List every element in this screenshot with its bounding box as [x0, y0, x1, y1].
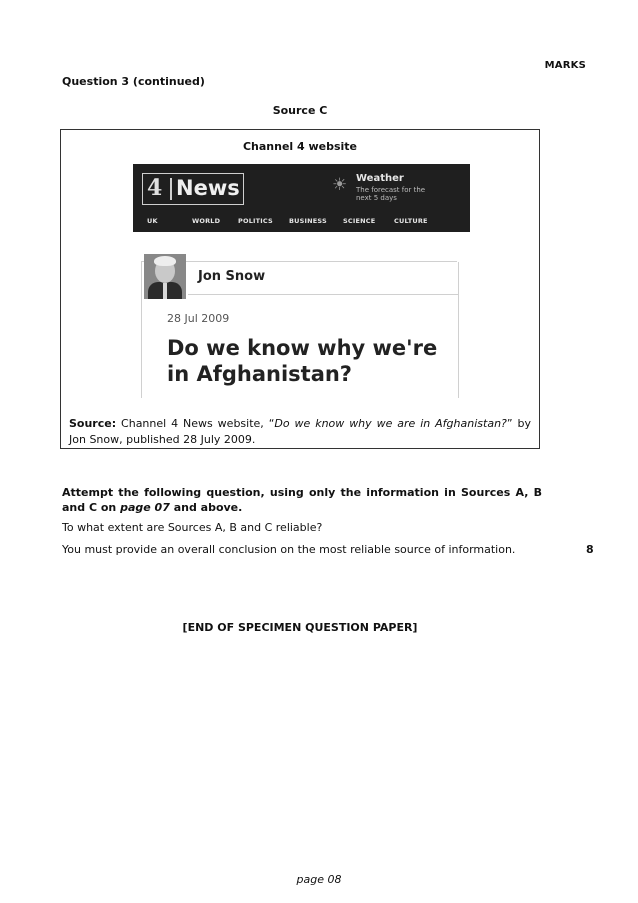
logo-four: 4	[147, 175, 163, 201]
nav-item-world: WORLD	[192, 217, 221, 225]
question-line-1: To what extent are Sources A, B and C reliable?	[62, 521, 323, 534]
question-heading: Question 3 (continued)	[62, 75, 205, 88]
nav-item-culture: CULTURE	[394, 217, 428, 225]
source-box-title: Channel 4 website	[242, 140, 358, 153]
article-headline: Do we know why we're in Afghanistan?	[167, 336, 438, 386]
nav-item-uk: UK	[147, 217, 158, 225]
end-of-paper: [END OF SPECIMEN QUESTION PAPER]	[182, 621, 418, 634]
citation-text-after: ” by Jon Snow, published 28 July 2009.	[69, 417, 531, 446]
article-card	[141, 261, 457, 398]
source-box	[60, 129, 540, 449]
page-reference: page 07	[120, 501, 170, 514]
source-title: Source C	[272, 104, 328, 117]
marks-column-header: MARKS	[544, 60, 586, 71]
nav-item-science: SCIENCE	[343, 217, 376, 225]
question-line-2: You must provide an overall conclusion on the most reliable source of information.	[62, 543, 516, 556]
logo-text: News	[176, 176, 240, 200]
nav-item-politics: POLITICS	[238, 217, 273, 225]
instruction-text: Attempt the following question, using only the information in Sources A, B and C on page 07 and above.	[62, 486, 542, 514]
weather-title: Weather	[356, 173, 404, 184]
citation-title: Do we know why we are in Afghanistan?	[274, 417, 507, 430]
site-header	[133, 164, 470, 232]
weather-subtitle: The forecast for the next 5 days	[356, 186, 426, 202]
author-divider	[188, 294, 458, 295]
logo-divider	[170, 178, 172, 200]
article-date: 28 Jul 2009	[167, 312, 230, 325]
citation-label: Source:	[69, 417, 117, 430]
page-number: page 08	[296, 873, 342, 886]
citation-text: Channel 4 News website, “	[116, 417, 275, 430]
site-nav	[133, 217, 470, 229]
marks-value: 8	[586, 543, 594, 556]
sun-icon: ☀	[332, 175, 348, 195]
author-name: Jon Snow	[198, 269, 266, 284]
author-avatar	[144, 254, 186, 299]
nav-item-business: BUSINESS	[289, 217, 327, 225]
source-citation	[69, 416, 531, 448]
card-right-border	[458, 262, 459, 398]
channel4-news-logo	[142, 173, 244, 205]
website-screenshot	[133, 164, 470, 398]
